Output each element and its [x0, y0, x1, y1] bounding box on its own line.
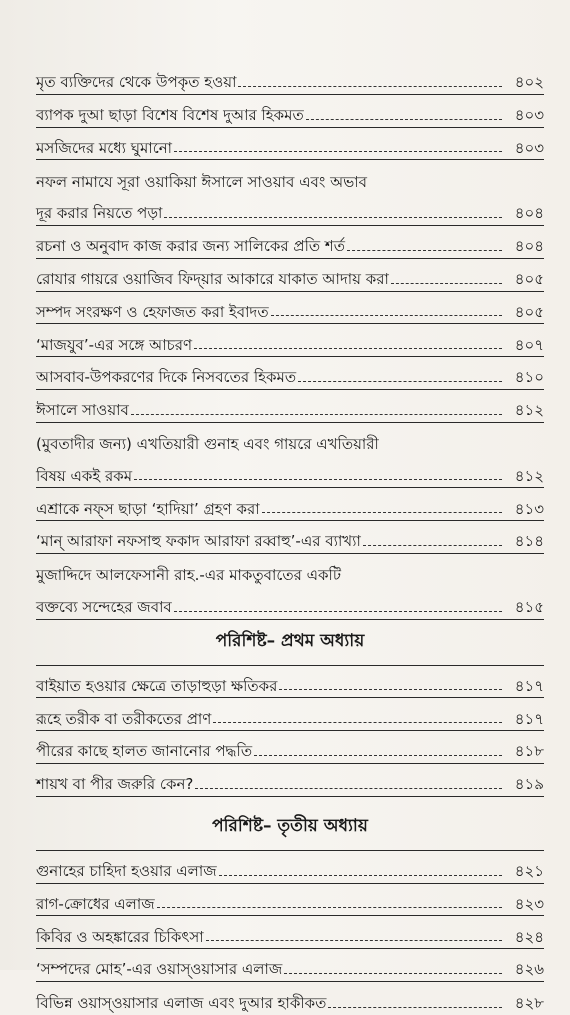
toc-entry-page: ৪১৮	[514, 742, 544, 761]
leader-dashes	[157, 906, 502, 908]
toc-entry-title: কিবির ও অহঙ্কারের চিকিৎসা	[36, 927, 204, 946]
toc-entry	[36, 982, 544, 1015]
toc-entry	[36, 423, 544, 456]
toc-entry-title: বাইয়াত হওয়ার ক্ষেত্রে তাড়াহুড়া ক্ষতিকর	[36, 676, 278, 695]
leader-dashes	[391, 282, 502, 284]
toc-entry	[36, 587, 544, 620]
leader-dashes	[298, 380, 502, 382]
leader-dashes	[279, 688, 502, 690]
toc-entry-page: ৪০৪	[514, 237, 544, 256]
toc-entry	[36, 324, 544, 357]
toc-entry-title: বক্তব্যে সন্দেহের জবাব	[36, 598, 172, 617]
toc-entry-title: রচনা ও অনুবাদ কাজ করার জন্য সালিকের প্রতি শর্ত	[36, 237, 346, 256]
toc-entry	[36, 949, 544, 982]
toc-entry-title: আসবাব-উপকরণের দিকে নিসবতের হিকমত	[36, 368, 297, 387]
toc-entry-page: ৪১২	[514, 466, 544, 485]
toc-entry-title: ‘মাজযুব’-এর সঙ্গে আচরণ	[36, 335, 193, 354]
toc-entry	[36, 666, 544, 699]
leader-dashes	[238, 85, 502, 87]
toc-entry-page: ৪২৮	[514, 994, 544, 1013]
toc-entry-title: মুজাদ্দিদে আলফেসানী রাহ.-এর মাকতুবাতের একটি	[36, 566, 341, 585]
toc-entry	[36, 128, 544, 161]
leader-dashes	[174, 610, 502, 612]
section-heading-1: পরিশিষ্ট– প্রথম অধ্যায়	[36, 620, 544, 666]
toc-entry	[36, 764, 544, 797]
toc-entry-page: ৪১৯	[514, 775, 544, 794]
toc-entry-title: গুনাহের চাহিদা হওয়ার এলাজ	[36, 862, 217, 881]
section-gap	[36, 797, 544, 805]
leader-dashes	[306, 118, 502, 120]
toc-entry	[36, 62, 544, 95]
toc-entry-page: ৪২৩	[514, 894, 544, 913]
toc-entry-title: শায়খ বা পীর জরুরি কেন?	[36, 775, 194, 794]
toc-list	[36, 62, 544, 1015]
toc-entry	[36, 95, 544, 128]
toc-group-1	[36, 62, 544, 620]
toc-entry	[36, 259, 544, 292]
toc-entry	[36, 160, 544, 193]
toc-entry-title: ব্যাপক দুআ ছাড়া বিশেষ বিশেষ দুআর হিকমত	[36, 106, 304, 125]
toc-group-3	[36, 851, 544, 1015]
toc-entry-title: ‘সম্পদের মোহ’-এর ওয়াস্‌ওয়াসার এলাজ	[36, 960, 283, 979]
toc-entry-title: বিষয় একই রকম	[36, 466, 133, 485]
toc-entry-page: ৪১৭	[514, 709, 544, 728]
toc-entry-title: পীরের কাছে হালত জানানোর পদ্ধতি	[36, 742, 253, 761]
toc-entry-page: ৪০৩	[514, 106, 544, 125]
toc-entry-page: ৪১২	[514, 401, 544, 420]
leader-dashes	[174, 150, 502, 152]
leader-dashes	[347, 249, 502, 251]
toc-entry-page: ৪১৩	[514, 499, 544, 518]
toc-entry	[36, 226, 544, 259]
leader-dashes	[363, 544, 502, 546]
toc-entry	[36, 390, 544, 423]
toc-entry	[36, 456, 544, 489]
toc-entry-title: মসজিদের মধ্যে ঘুমানো	[36, 138, 173, 157]
toc-entry-page: ৪০৫	[514, 270, 544, 289]
toc-entry-page: ৪১৪	[514, 532, 544, 551]
leader-dashes	[164, 216, 502, 218]
toc-entry-page: ৪২১	[514, 862, 544, 881]
toc-entry	[36, 488, 544, 521]
leader-dashes	[328, 1006, 502, 1008]
toc-entry-title: বিভিন্ন ওয়াস্‌ওয়াসার এলাজ এবং দুআর হাকীকত	[36, 994, 327, 1013]
leader-dashes	[219, 874, 502, 876]
toc-entry-title: ‘মান্ আরাফা নফসাহু ফকাদ আরাফা রব্বাহু’-এর ব্যাখ্যা	[36, 532, 361, 551]
section-heading-2: পরিশিষ্ট– তৃতীয় অধ্যায়	[36, 805, 544, 851]
leader-dashes	[262, 511, 502, 513]
leader-dashes	[284, 972, 502, 974]
toc-entry-title: (মুবতাদীর জন্য) এখতিয়ারী গুনাহ এবং গায়রে এখতিয়ারী	[36, 435, 379, 454]
toc-entry-page: ৪১০	[514, 368, 544, 387]
leader-dashes	[131, 413, 502, 415]
toc-entry-title: নফল নামাযে সূরা ওয়াকিয়া ঈসালে সাওয়াব এবং অভাব	[36, 172, 367, 191]
toc-entry	[36, 916, 544, 949]
leader-dashes	[213, 721, 502, 723]
toc-entry-page: ৪০৭	[514, 335, 544, 354]
toc-entry	[36, 851, 544, 884]
toc-entry	[36, 357, 544, 390]
toc-entry	[36, 884, 544, 917]
toc-entry-title: সম্পদ সংরক্ষণ ও হেফাজত করা ইবাদত	[36, 302, 269, 321]
toc-entry-page: ৪১৭	[514, 676, 544, 695]
toc-entry-page: ৪০৫	[514, 302, 544, 321]
toc-entry	[36, 698, 544, 731]
leader-dashes	[195, 787, 502, 789]
toc-entry-page: ৪০৪	[514, 204, 544, 223]
toc-entry-page: ৪২৪	[514, 927, 544, 946]
leader-dashes	[271, 314, 502, 316]
leader-dashes	[206, 939, 502, 941]
toc-entry	[36, 521, 544, 554]
toc-entry-title: রোযার গায়রে ওয়াজিব ফিদ্য়ার আকারে যাকাত আদায় করা	[36, 270, 389, 289]
toc-entry	[36, 292, 544, 325]
toc-entry-title: মৃত ব্যক্তিদের থেকে উপকৃত হওয়া	[36, 73, 237, 92]
toc-entry-page: ৪১৫	[514, 598, 544, 617]
toc-entry	[36, 731, 544, 764]
toc-entry-title: এশ্রাকে নফ্‌স ছাড়া ‘হাদিয়া’ গ্রহণ করা	[36, 499, 260, 518]
toc-entry-title: রূহে তরীক বা তরীকতের প্রাণ	[36, 709, 212, 728]
toc-entry-title: দূর করার নিয়তে পড়া	[36, 204, 163, 223]
toc-entry-title: ঈসালে সাওয়াব	[36, 401, 129, 420]
leader-dashes	[134, 478, 502, 480]
toc-entry-page: ৪২৬	[514, 960, 544, 979]
toc-entry-page: ৪০৩	[514, 138, 544, 157]
toc-group-2	[36, 666, 544, 797]
toc-entry	[36, 554, 544, 587]
toc-entry-page: ৪০২	[514, 73, 544, 92]
toc-entry	[36, 193, 544, 226]
toc-entry-title: রাগ-ক্রোধের এলাজ	[36, 894, 155, 913]
leader-dashes	[254, 754, 502, 756]
leader-dashes	[194, 347, 502, 349]
